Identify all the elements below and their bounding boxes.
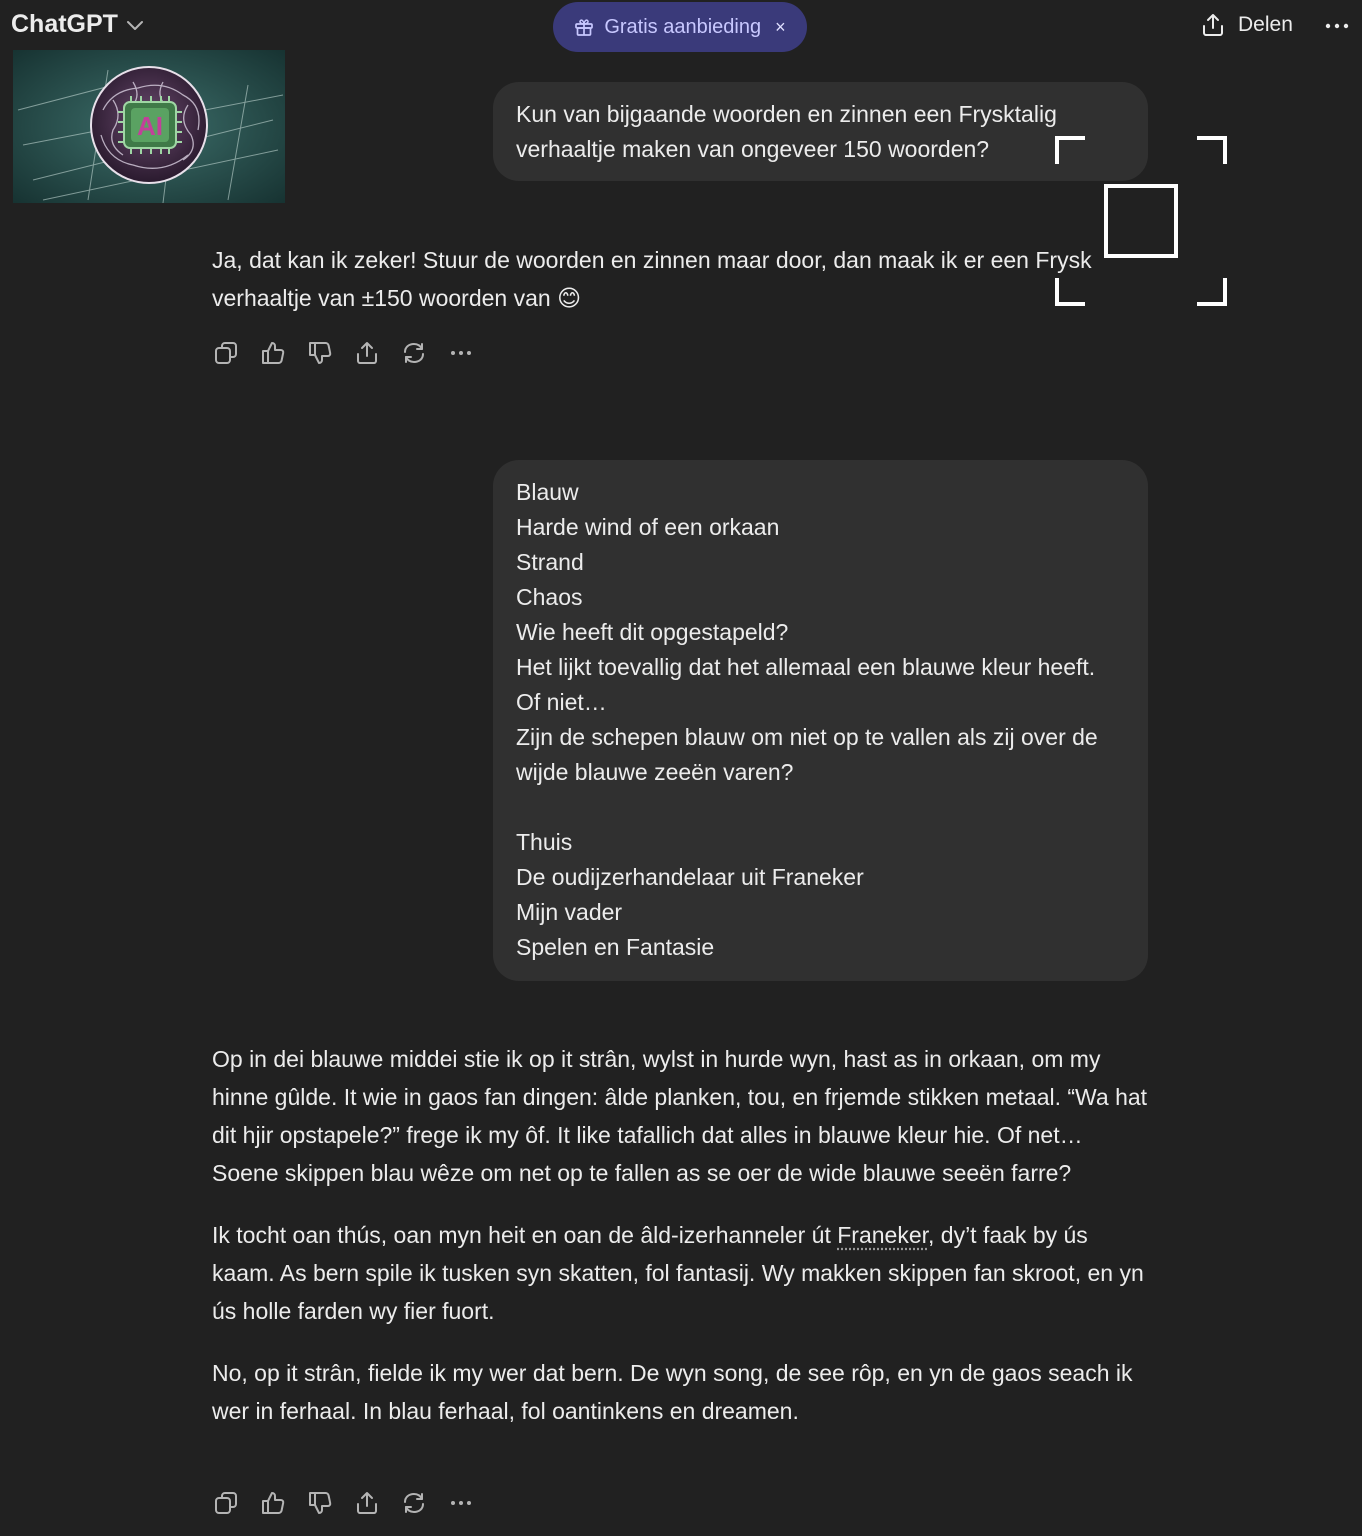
share-icon (354, 340, 380, 366)
story-paragraph-2 (212, 1216, 1152, 1330)
message-line: Of niet… (516, 689, 607, 715)
user-message-1 (493, 82, 1148, 181)
story-paragraph-3: No, op it strân, fielde ik my wer dat bern. De wyn song, de see rôp, en yn de gaos seach ik wer in ferhaal. In blau ferhaal, fol oantinkens en dreamen. (212, 1360, 1133, 1424)
gift-icon (574, 17, 594, 37)
message-actions-1 (212, 339, 475, 367)
message-line: Blauw (516, 479, 579, 505)
story-paragraph-1: Op in dei blauwe middei stie ik op it strân, wylst in hurde wyn, hast as in orkaan, om my hinne gûlde. It wie in gaos fan dingen: âlde planken, tou, en frjemde stikken metaal. “Wa hat dit hjir opstapele?” frege ik my ôf. It like tafallich dat alles in blauwe kleur hie. Of net… Soene skippen blau wêze om net op te fallen as se oer de wide blauwe seeën farre? (212, 1046, 1148, 1186)
story-text: , dy’t faak by ús kaam. As bern spile ik tusken syn skatten, fol fantasij. Wy makken skippen fan skroot, en yn ús holle farden wy fier fuort. (212, 1222, 1144, 1324)
story-text: Ik tocht oan thús, oan myn heit en oan de âld-izerhanneler út (212, 1222, 838, 1248)
assistant-message-1 (212, 241, 1152, 341)
copy-icon (213, 1490, 239, 1516)
share-button[interactable] (1200, 12, 1293, 38)
message-line: Mijn vader (516, 899, 623, 925)
message-line: Harde wind of een orkaan (516, 514, 780, 540)
message-line: Zijn de schepen blauw om niet op te vallen als zij over de (516, 724, 1098, 750)
message-line: Spelen en Fantasie (516, 934, 715, 960)
more-actions-button[interactable] (447, 339, 475, 367)
share-message-button[interactable] (353, 339, 381, 367)
regenerate-icon (401, 340, 427, 366)
thumbs-up-button[interactable] (259, 339, 287, 367)
share-icon (1200, 12, 1226, 38)
franeker-link[interactable]: Franeker (837, 1222, 928, 1248)
more-icon (1325, 12, 1349, 40)
screenshot-selector-overlay[interactable] (1055, 136, 1227, 306)
message-actions-2 (212, 1489, 475, 1517)
promo-label: Gratis aanbieding (604, 15, 762, 38)
promo-pill[interactable] (553, 2, 807, 52)
copy-button[interactable] (212, 339, 240, 367)
assistant-message-2 (212, 1040, 1152, 1454)
more-actions-button[interactable] (447, 1489, 475, 1517)
message-line: wijde blauwe zeeën varen? (516, 759, 794, 785)
message-line: De oudijzerhandelaar uit Franeker (516, 864, 864, 890)
model-selector[interactable] (11, 10, 144, 39)
regenerate-button[interactable] (400, 339, 428, 367)
message-line: Chaos (516, 584, 583, 610)
thumbs-up-icon (260, 1490, 286, 1516)
share-message-button[interactable] (353, 1489, 381, 1517)
regenerate-icon (401, 1490, 427, 1516)
message-line (516, 790, 1125, 825)
thumbs-up-button[interactable] (259, 1489, 287, 1517)
copy-button[interactable] (212, 1489, 240, 1517)
promo-close-button[interactable]: × (775, 16, 786, 37)
share-label: Delen (1238, 13, 1293, 36)
share-icon (354, 1490, 380, 1516)
thumbs-down-button[interactable] (306, 1489, 334, 1517)
thumbs-down-button[interactable] (306, 339, 334, 367)
message-line: Strand (516, 549, 584, 575)
message-line: Het lijkt toevallig dat het allemaal een blauwe kleur heeft. (516, 654, 1096, 680)
regenerate-button[interactable] (400, 1489, 428, 1517)
ai-badge-text: AI (137, 111, 163, 141)
thumbs-down-icon (307, 340, 333, 366)
more-options-button[interactable] (1325, 12, 1349, 46)
more-icon (448, 1490, 474, 1516)
chevron-down-icon (126, 20, 144, 32)
thumbs-up-icon (260, 340, 286, 366)
assistant-message-text: Ja, dat kan ik zeker! Stuur de woorden en zinnen maar door, dan maak ik er een Frysk verhaaltje van ±150 woorden van 😊 (212, 247, 1092, 311)
user-message-text: Kun van bijgaande woorden en zinnen een Frysktalig verhaaltje maken van ongeveer 150 woorden? (516, 101, 1057, 162)
thumbs-down-icon (307, 1490, 333, 1516)
user-message-2 (493, 460, 1148, 981)
more-icon (448, 340, 474, 366)
ai-brain-image[interactable] (13, 50, 285, 203)
top-bar (0, 0, 1362, 54)
message-line: Thuis (516, 829, 573, 855)
app-title: ChatGPT (11, 10, 118, 38)
copy-icon (213, 340, 239, 366)
message-line: Wie heeft dit opgestapeld? (516, 619, 789, 645)
